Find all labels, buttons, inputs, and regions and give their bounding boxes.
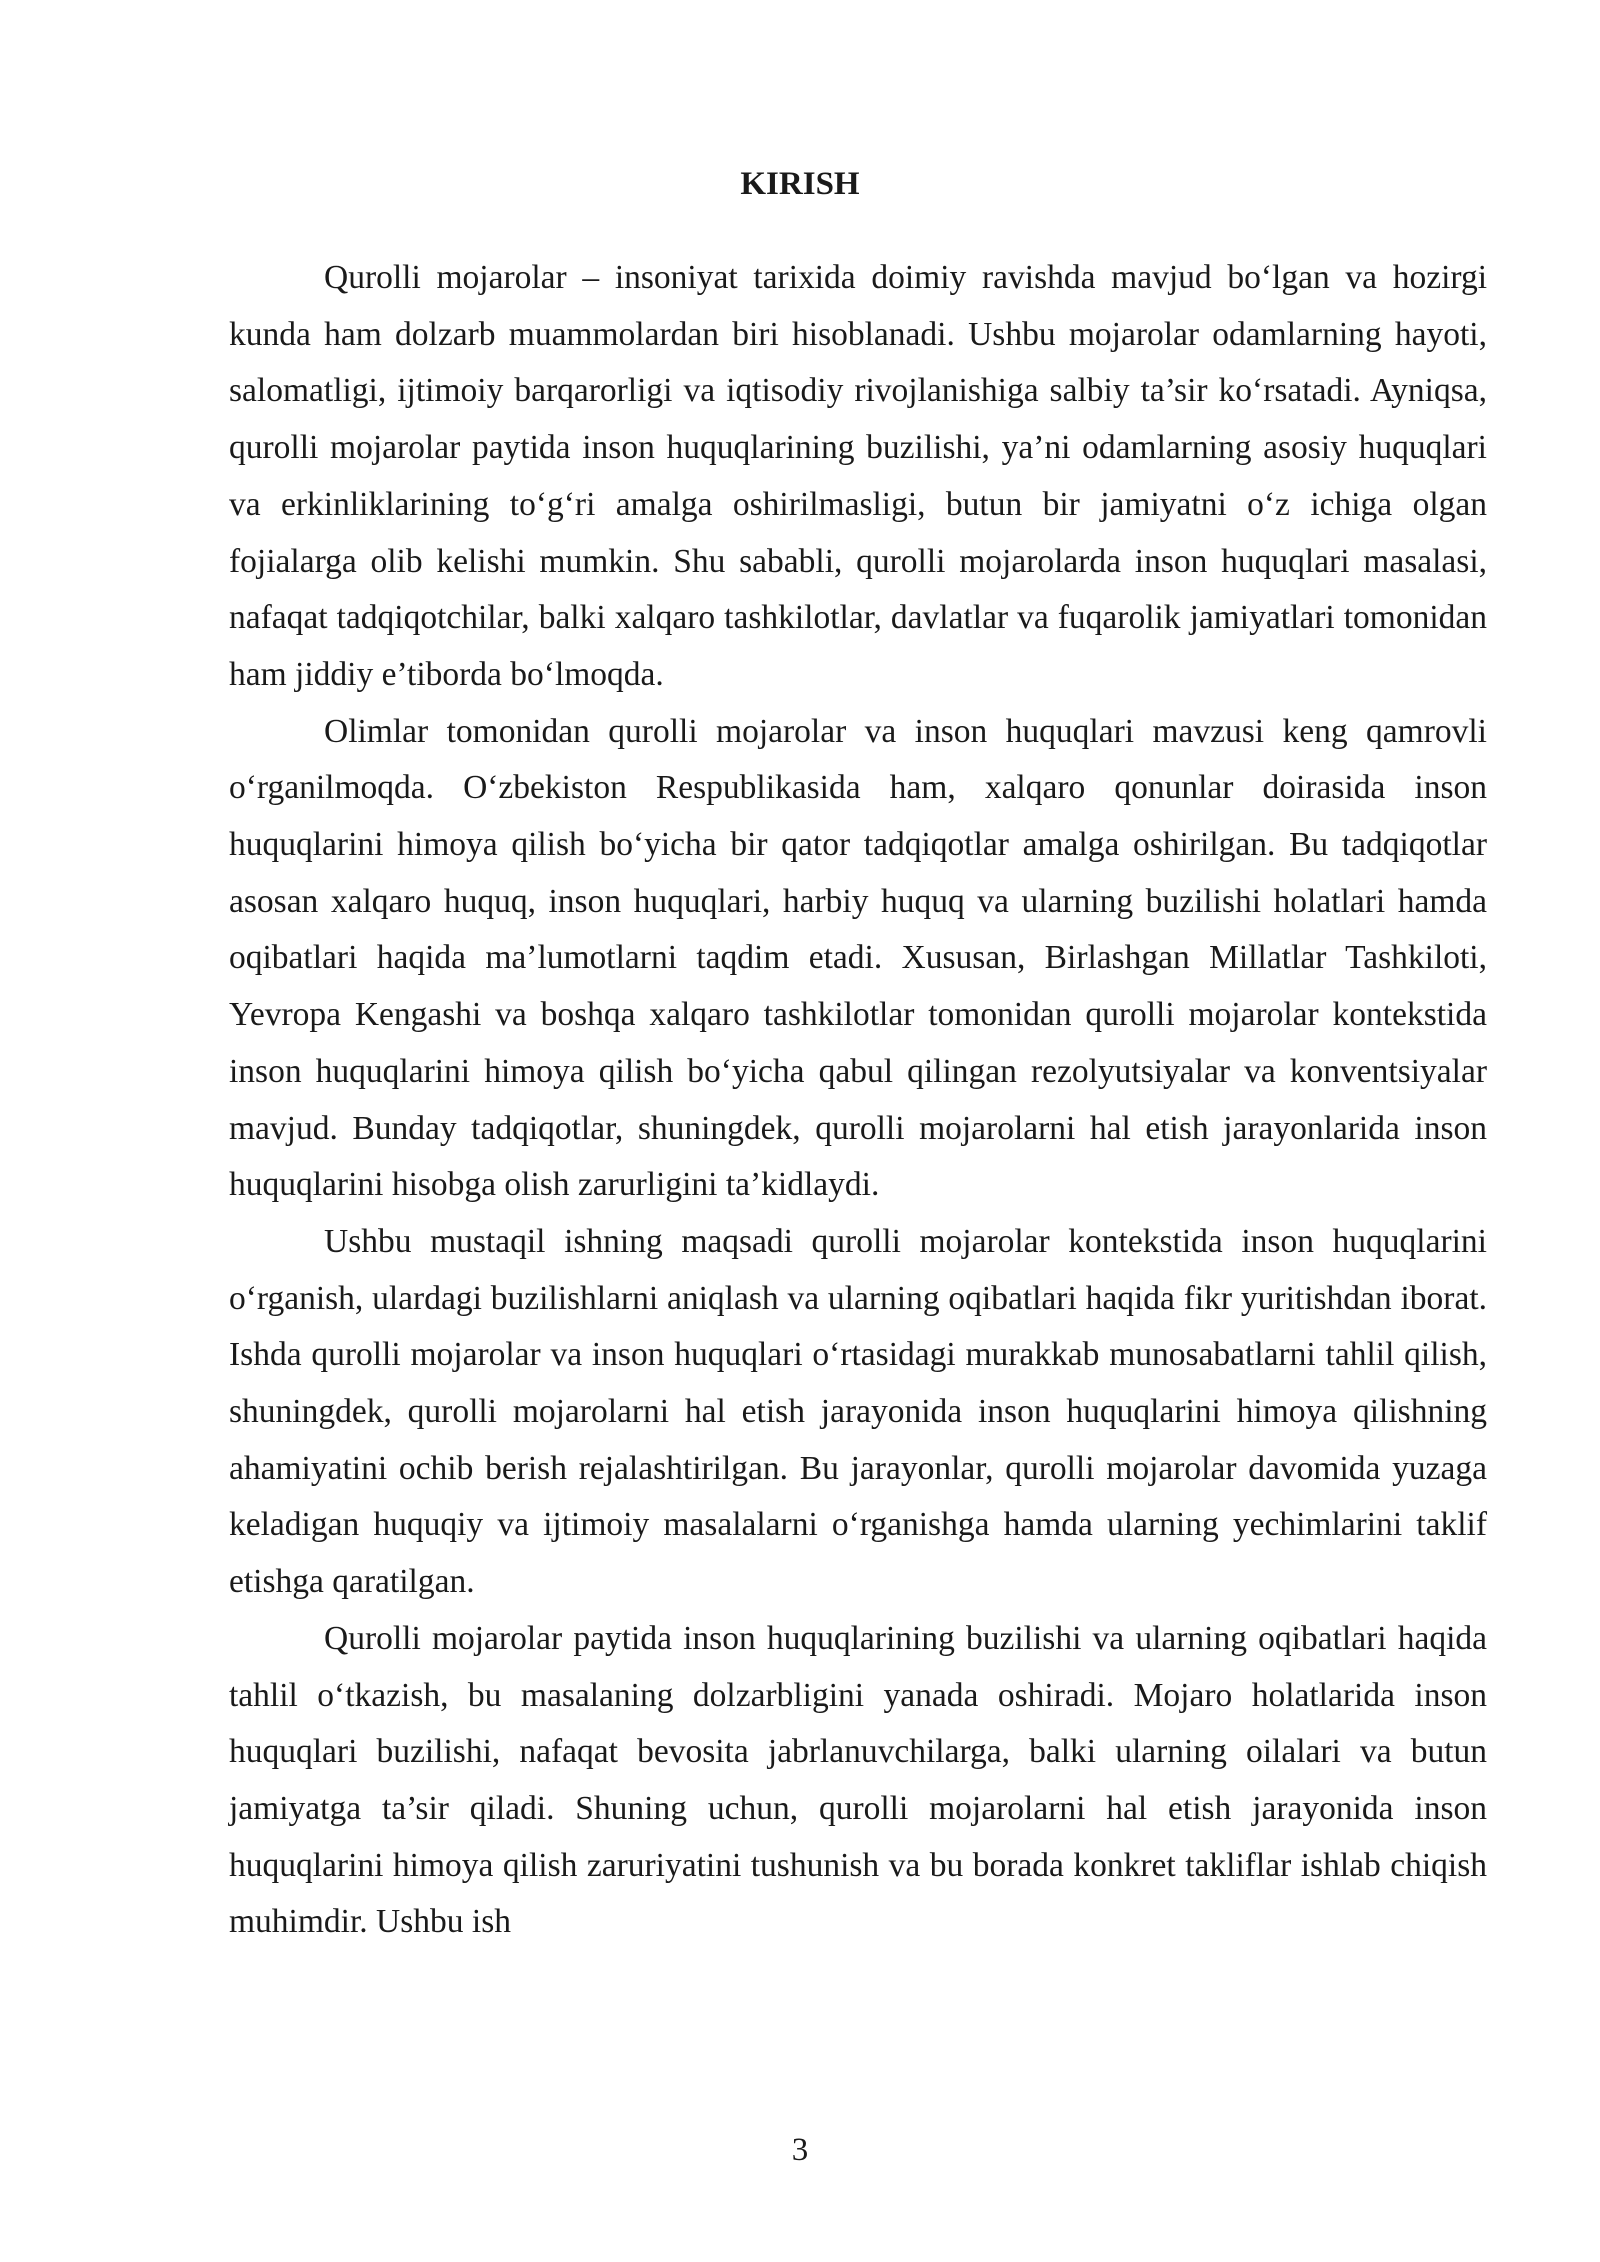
paragraph-2: Olimlar tomonidan qurolli mojarolar va inson huquqlari mavzusi keng qamrovli o‘rganilmoqda. O‘zbekiston Respublikasida ham, xalqaro qonunlar doirasida inson huquqlarini himoya qilish bo‘yicha bir qator tadqiqotlar amalga oshirilgan. Bu tadqiqotlar asosan xalqaro huquq, inson huquqlari, harbiy huquq va ularning buzilishi holatlari hamda oqibatlari haqida ma’lumotlarni taqdim etadi. Xususan, Birlashgan Millatlar Tashkiloti, Yevropa Kengashi va boshqa xalqaro tashkilotlar tomonidan qurolli mojarolar kontekstida inson huquqlarini himoya qilish bo‘yicha qabul qilingan rezolyutsiyalar va konventsiyalar mavjud. Bunday tadqiqotlar, shuningdek, qurolli mojarolarni hal etish jarayonlarida inson huquqlarini hisobga olish zarurligini ta’kidlaydi. — [229, 712, 1487, 1204]
paragraph-1: Qurolli mojarolar – insoniyat tarixida doimiy ravishda mavjud bo‘lgan va hozirgi kunda ham dolzarb muammolardan biri hisoblanadi. Ushbu mojarolar odamlarning hayoti, salomatligi, ijtimoiy barqarorligi va iqtisodiy rivojlanishiga salbiy ta’sir ko‘rsatadi. Ayniqsa, qurolli mojarolar paytida inson huquqlarining buzilishi, ya’ni odamlarning asosiy huquqlari va erkinliklarining to‘g‘ri amalga oshirilmasligi, butun bir jamiyatni o‘z ichiga olgan fojialarga olib kelishi mumkin. Shu sababli, qurolli mojarolarda inson huquqlari masalasi, nafaqat tadqiqotchilar, balki xalqaro tashkilotlar, davlatlar va fuqarolik jamiyatlari tomonidan ham jiddiy e’tiborda bo‘lmoqda. — [229, 259, 1487, 693]
paragraph-4: Qurolli mojarolar paytida inson huquqlarining buzilishi va ularning oqibatlari haqida tahlil o‘tkazish, bu masalaning dolzarbligini yanada oshiradi. Mojaro holatlarida inson huquqlari buzilishi, nafaqat bevosita jabrlanuvchilarga, balki ularning oilalari va butun jamiyatga ta’sir qiladi. Shuning uchun, qurolli mojarolarni hal etish jarayonida inson huquqlarini himoya qilish zaruriyatini tushunish va bu borada konkret takliflar ishlab chiqish muhimdir. Ushbu ish — [229, 1619, 1487, 1941]
page-number: 3 — [791, 2132, 809, 2168]
paragraph-3: Ushbu mustaqil ishning maqsadi qurolli mojarolar kontekstida inson huquqlarini o‘rganish, ulardagi buzilishlarni aniqlash va ularning oqibatlari haqida fikr yuritishdan iborat. Ishda qurolli mojarolar va inson huquqlari o‘rtasidagi murakkab munosabatlarni tahlil qilish, shuningdek, qurolli mojarolarni hal etish jarayonida inson huquqlarini himoya qilishning ahamiyatini ochib berish rejalashtirilgan. Bu jarayonlar, qurolli mojarolar davomida yuzaga keladigan huquqiy va ijtimoiy masalalarni o‘rganishga hamda ularning yechimlarini taklif etishga qaratilgan. — [229, 1222, 1487, 1601]
page-title: KIRISH — [740, 166, 860, 202]
body-text — [229, 250, 1487, 1951]
